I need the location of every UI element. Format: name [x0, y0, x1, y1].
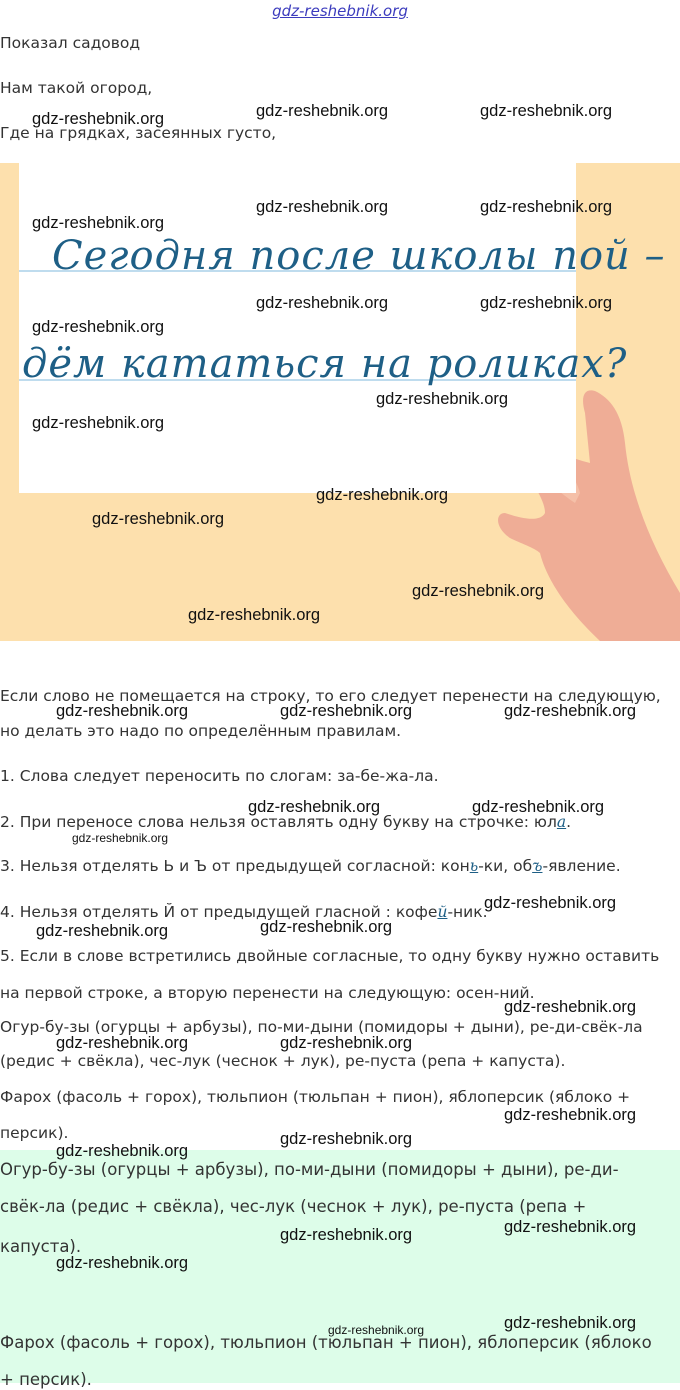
answer-box-line-2: свёк-ла (редис + свёкла), чес-лук (чеснок + лук), ре-пуста (репа + [0, 1197, 587, 1216]
watermark: gdz-reshebnik.org [32, 214, 165, 232]
watermark: gdz-reshebnik.org [248, 798, 381, 816]
watermark: gdz-reshebnik.org [32, 318, 165, 336]
watermark: gdz-reshebnik.org [480, 102, 613, 120]
handwriting-line-1: Сегодня после школы пой – [52, 233, 666, 279]
watermark: gdz-reshebnik.org [280, 702, 413, 720]
watermark: gdz-reshebnik.org [188, 606, 321, 624]
watermark: gdz-reshebnik.org [480, 198, 613, 216]
rule-5a: 5. Если в слове встретились двойные согласные, то одну букву нужно оставить [0, 947, 660, 965]
watermark: gdz-reshebnik.org [480, 294, 613, 312]
watermark: gdz-reshebnik.org [32, 414, 165, 432]
watermark: gdz-reshebnik.org [504, 998, 637, 1016]
watermark: gdz-reshebnik.org [56, 702, 189, 720]
answer-box-line-5: + персик). [0, 1370, 92, 1389]
poem-line-1: Показал садовод [0, 34, 141, 52]
watermark: gdz-reshebnik.org [256, 102, 389, 120]
watermark: gdz-reshebnik.org [256, 294, 389, 312]
watermark: gdz-reshebnik.org [280, 1034, 413, 1052]
watermark: gdz-reshebnik.org [484, 894, 617, 912]
watermark: gdz-reshebnik.org [316, 486, 449, 504]
answer-box-line-3: капуста). [0, 1237, 82, 1256]
rule-2: 2. При переносе слова нельзя оставлять одну букву на строчке: юла. [0, 813, 572, 831]
watermark: gdz-reshebnik.org [56, 1142, 189, 1160]
watermark: gdz-reshebnik.org [280, 1130, 413, 1148]
watermark: gdz-reshebnik.org [56, 1254, 189, 1272]
watermark: gdz-reshebnik.org [72, 831, 169, 845]
watermark: gdz-reshebnik.org [92, 510, 225, 528]
watermark: gdz-reshebnik.org [256, 198, 389, 216]
rules-intro-1: Если слово не помещается на строку, то его следует перенести на следующую, [0, 687, 661, 705]
answer-box-line-1: Огур-бу-зы (огурцы + арбузы), по-ми-дыни (помидоры + дыни), ре-ди- [0, 1160, 619, 1179]
watermark: gdz-reshebnik.org [376, 390, 509, 408]
answer-line-3: Фарох (фасоль + горох), тюльпион (тюльпан + пион), яблоперсик (яблоко + [0, 1088, 631, 1106]
watermark: gdz-reshebnik.org [56, 1034, 189, 1052]
watermark: gdz-reshebnik.org [504, 1218, 637, 1236]
watermark: gdz-reshebnik.org [36, 922, 169, 940]
handwriting-illustration [0, 163, 680, 641]
site-link[interactable]: gdz-reshebnik.org [272, 2, 408, 20]
handwriting-line-2: дём кататься на роликах? [22, 341, 628, 387]
answer-box-line-4: Фарох (фасоль + горох), тюльпион (тюльпан + пион), яблоперсик (яблоко [0, 1333, 652, 1352]
rule-4: 4. Нельзя отделять Й от предыдущей гласной : кофей-ник. [0, 903, 488, 921]
answer-line-1: Огур-бу-зы (огурцы + арбузы), по-ми-дыни (помидоры + дыни), ре-ди-свёк-ла [0, 1018, 643, 1036]
watermark: gdz-reshebnik.org [504, 1314, 637, 1332]
rule-5b: на первой строке, а вторую перенести на следующую: осен-ний. [0, 984, 535, 1002]
watermark: gdz-reshebnik.org [504, 1106, 637, 1124]
rule-3: 3. Нельзя отделять Ь и Ъ от предыдущей согласной: конь-ки, объ-явление. [0, 857, 621, 875]
rule-1: 1. Слова следует переносить по слогам: за-бе-жа-ла. [0, 767, 439, 785]
watermark: gdz-reshebnik.org [260, 918, 393, 936]
answer-line-2: (редис + свёкла), чес-лук (чеснок + лук), ре-пуста (репа + капуста). [0, 1052, 566, 1070]
rules-intro-2: но делать это надо по определённым правилам. [0, 722, 402, 740]
watermark: gdz-reshebnik.org [328, 1323, 425, 1337]
watermark: gdz-reshebnik.org [504, 702, 637, 720]
watermark: gdz-reshebnik.org [280, 1226, 413, 1244]
watermark: gdz-reshebnik.org [472, 798, 605, 816]
answer-line-4: персик). [0, 1124, 69, 1142]
poem-line-3: Где на грядках, засеянных густо, [0, 124, 277, 142]
poem-line-2: Нам такой огород, [0, 79, 153, 97]
watermark: gdz-reshebnik.org [32, 110, 165, 128]
watermark: gdz-reshebnik.org [412, 582, 545, 600]
